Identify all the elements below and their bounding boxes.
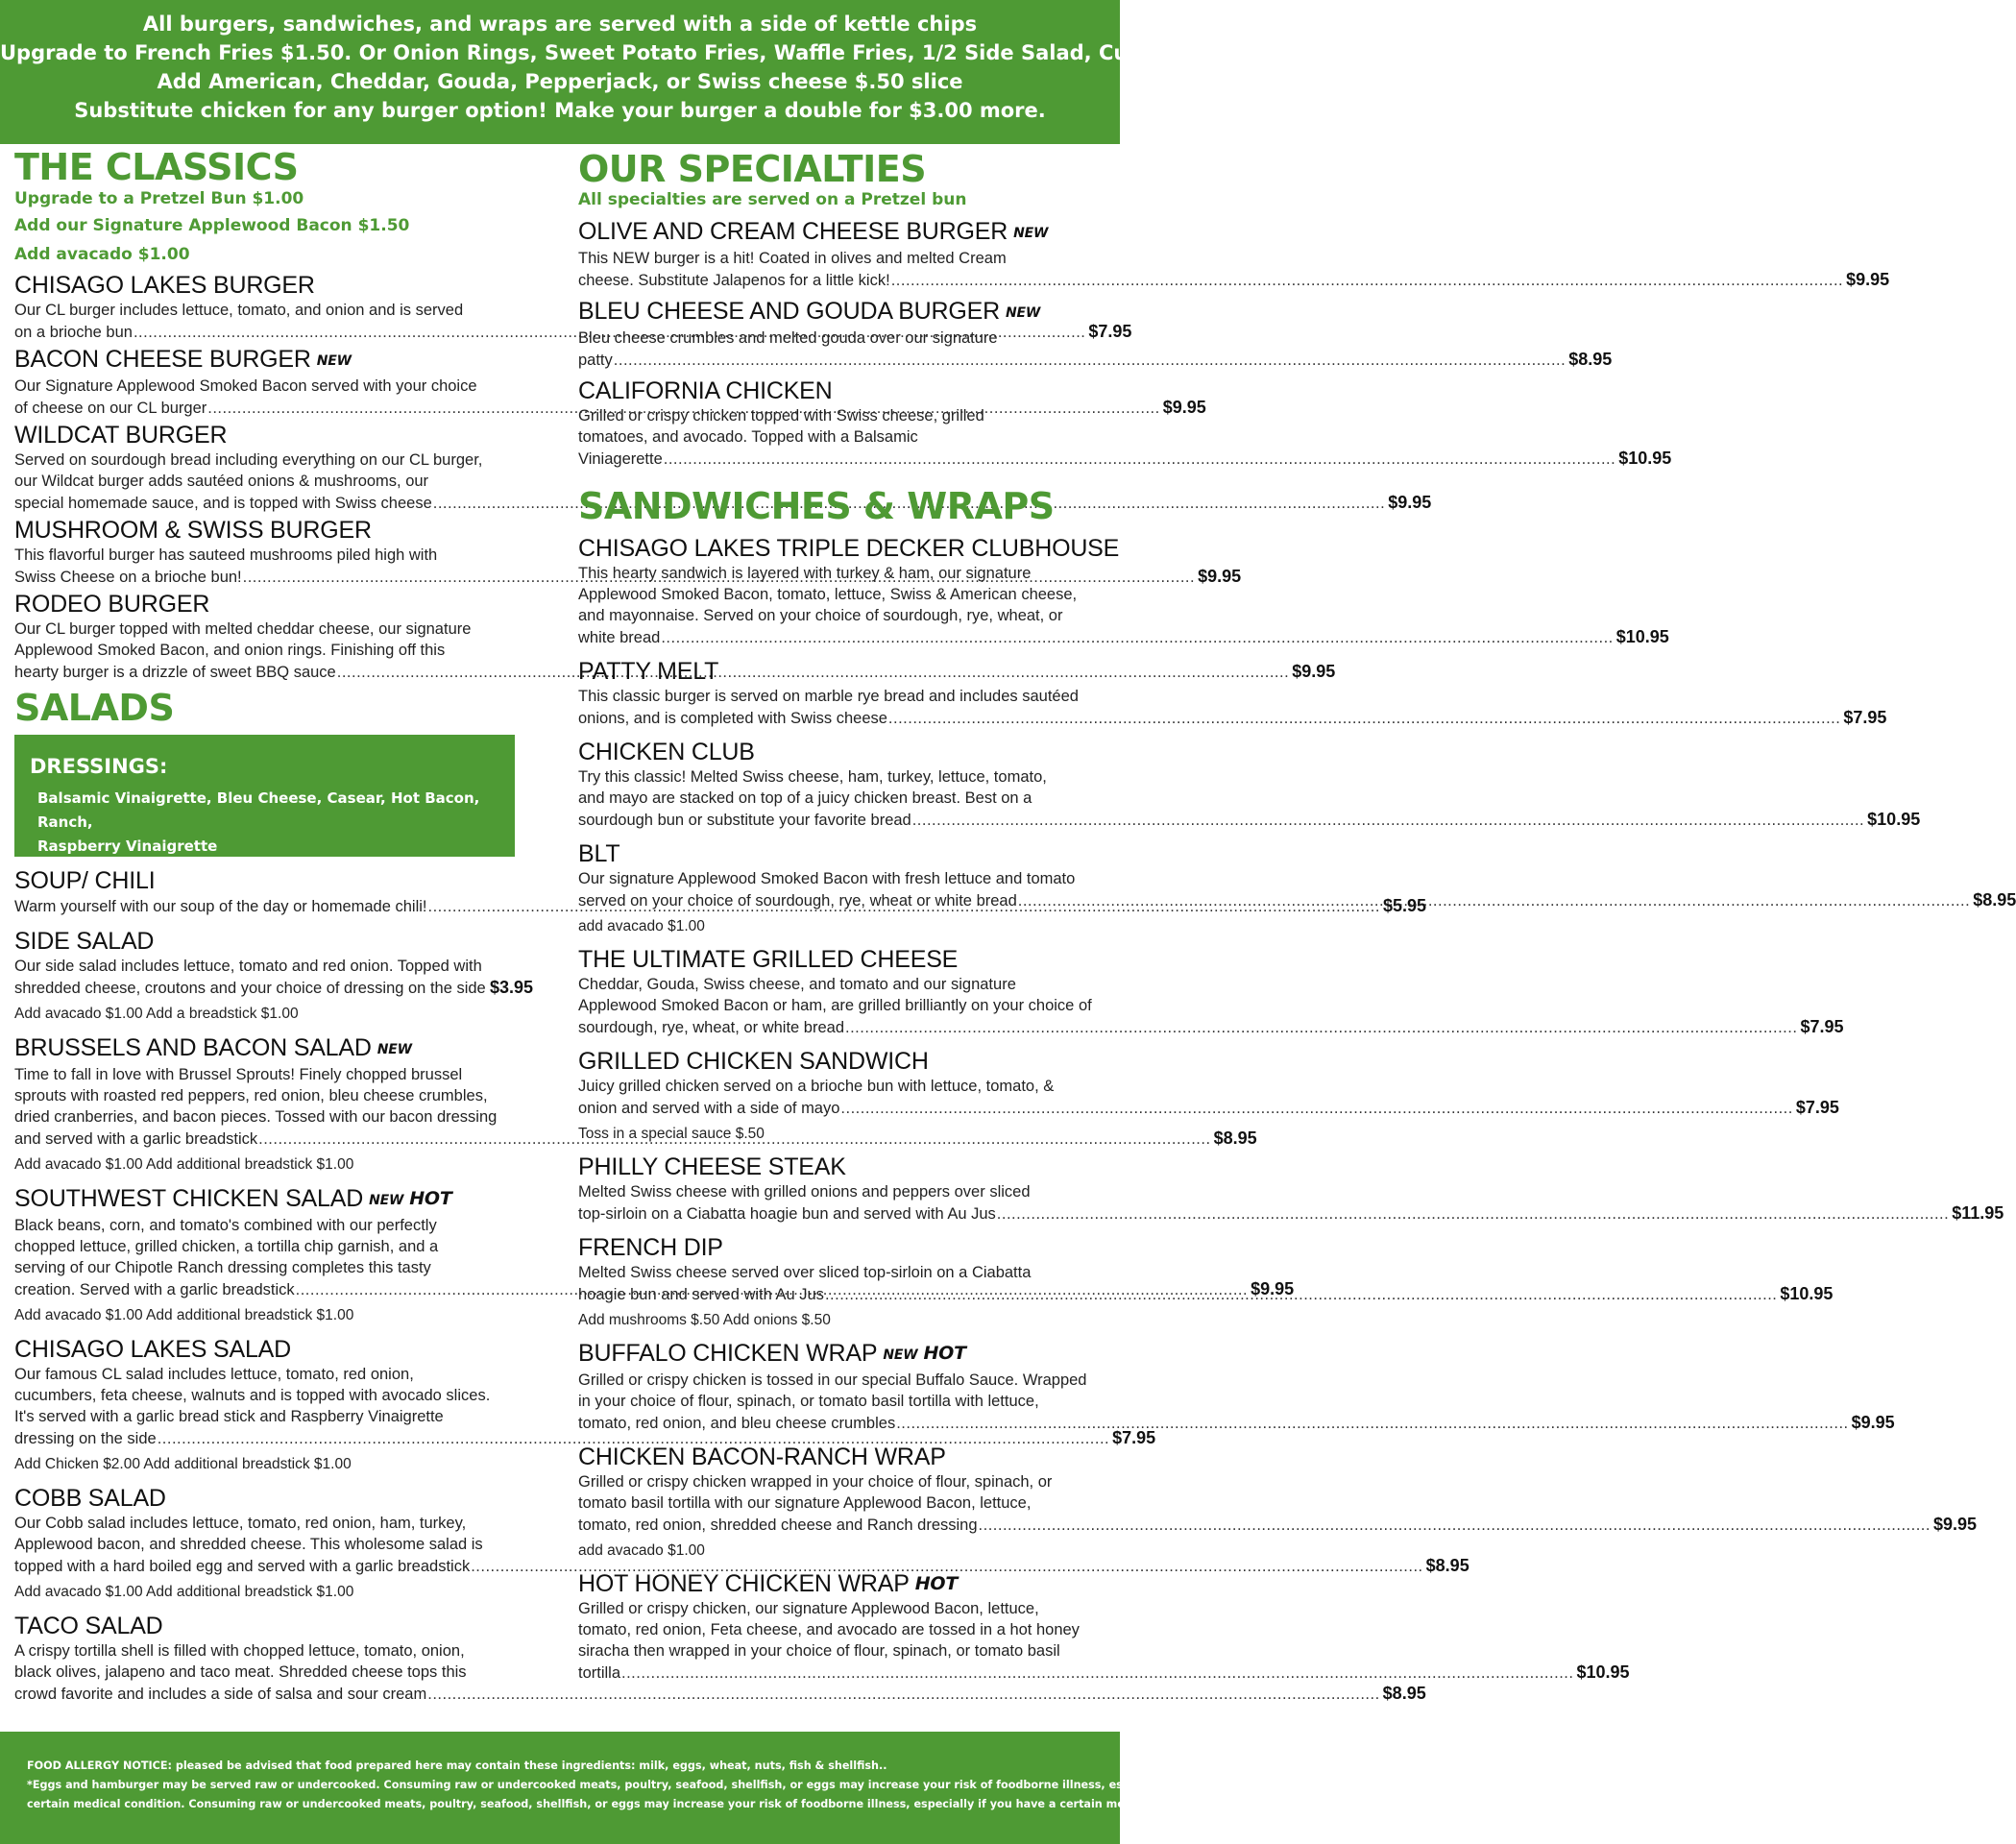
item-price: $8.95: [1973, 890, 2016, 910]
item-price: $11.95: [1952, 1203, 2004, 1223]
description-line: Applewood Smoked Bacon, and onion rings. Finishing off this: [14, 642, 446, 659]
description-line: Grilled or crispy chicken topped with Swiss cheese, grilled: [578, 407, 984, 425]
item-addon: Add avacado $1.00 Add additional breadstick $1.00: [14, 1584, 354, 1600]
dressings-line: Raspberry Vinaigrette: [37, 837, 218, 855]
hot-badge: HOT: [409, 1188, 452, 1209]
item-name-text: FRENCH DIP: [578, 1234, 723, 1261]
description-line: our Wildcat burger adds sautéed onions & mushrooms, our: [14, 473, 429, 490]
item-name-text: TACO SALAD: [14, 1613, 163, 1639]
hot-badge: HOT: [923, 1343, 966, 1364]
description-line: Our CL burger topped with melted cheddar cheese, our signature: [14, 620, 472, 638]
item-name: [578, 945, 1105, 974]
description-line: It's served with a garlic bread stick and Raspberry Vinaigrette: [14, 1408, 444, 1425]
item-description: [578, 1598, 1630, 1684]
item-name-text: OLIVE AND CREAM CHEESE BURGER: [578, 218, 1008, 245]
item-name-text: CHISAGO LAKES BURGER: [14, 272, 315, 299]
description-line: siracha then wrapped in your choice of flour, spinach, or tomato basil: [578, 1642, 1060, 1660]
description-line: Applewood bacon, and shredded cheese. This wholesome salad is: [14, 1536, 483, 1553]
menu-item: [14, 927, 533, 1024]
item-name: [578, 657, 1105, 686]
menu-item: [578, 217, 1890, 291]
item-price: $9.95: [1198, 567, 1242, 586]
dot-leader: [896, 1413, 1848, 1434]
item-name: [578, 297, 1105, 328]
description-line: Viniagerette: [578, 450, 663, 468]
item-price: $9.95: [1846, 270, 1890, 289]
description-line: onions, and is completed with Swiss cheese: [578, 710, 887, 727]
item-price: $5.95: [1382, 896, 1426, 915]
description-line: Grilled or crispy chicken, our signature Applewood Bacon, lettuce,: [578, 1600, 1039, 1617]
description-last-line: [578, 626, 1669, 648]
description-last-line: [578, 1097, 1839, 1119]
description-last-line: [578, 1412, 1895, 1434]
section-title-salads: SALADS: [14, 687, 175, 729]
description-last-line: [14, 1555, 1469, 1577]
description-last-line: [578, 448, 1672, 470]
dressings-heading: DRESSINGS:: [30, 755, 168, 778]
description-line: Bleu cheese crumbles and melted gouda over our signature: [578, 329, 998, 347]
menu-item: [578, 738, 1921, 831]
classics-note: Upgrade to a Pretzel Bun $1.00: [14, 189, 304, 208]
dot-leader: [888, 708, 1840, 729]
description-line: patty: [578, 352, 613, 369]
notice-line: Substitute chicken for any burger option! Make your burger a double for $3.00 more.: [74, 99, 1046, 122]
allergy-notice-footer: [0, 1732, 1251, 1844]
item-addon: Add avacado $1.00 Add additional breadstick $1.00: [14, 1307, 354, 1323]
description-line: This classic burger is served on marble rye bread and includes sautéed: [578, 688, 1079, 705]
description-line: tortilla: [578, 1664, 621, 1682]
description-line: Our Signature Applewood Smoked Bacon served with your choice: [14, 377, 477, 395]
description-line: Juicy grilled chicken served on a brioche bun with lettuce, tomato, &: [578, 1078, 1055, 1095]
description-line: onion and served with a side of mayo: [578, 1100, 840, 1117]
description-line: on a brioche bun: [14, 324, 133, 341]
description-line: cucumbers, feta cheese, walnuts and is topped with avocado slices.: [14, 1387, 491, 1404]
item-name-text: BUFFALO CHICKEN WRAP: [578, 1340, 878, 1367]
item-name-text: BRUSSELS AND BACON SALAD: [14, 1034, 372, 1061]
description-line: top-sirloin on a Ciabatta hoagie bun and served with Au Jus: [578, 1205, 996, 1223]
item-price: $9.95: [1851, 1413, 1895, 1432]
item-addon: Add avacado $1.00 Add a breadstick $1.00: [14, 1006, 299, 1022]
item-addon: Add Chicken $2.00 Add additional breadstick $1.00: [14, 1456, 352, 1472]
item-name-text: SIDE SALAD: [14, 928, 155, 955]
dot-leader: [912, 810, 1864, 831]
dot-leader: [427, 1684, 1379, 1705]
item-name: [14, 345, 533, 376]
item-name-text: CHICKEN CLUB: [578, 739, 755, 765]
description-line: and served with a garlic breadstick: [14, 1130, 258, 1148]
dot-leader: [997, 1203, 1949, 1225]
dot-leader: [845, 1017, 1797, 1038]
item-name-text: SOUTHWEST CHICKEN SALAD: [14, 1185, 364, 1212]
menu-item: [578, 1339, 1895, 1434]
description-line: Try this classic! Melted Swiss cheese, ham, turkey, lettuce, tomato,: [578, 768, 1047, 786]
item-description: [578, 1181, 2004, 1225]
menu-item: [578, 1152, 2004, 1225]
description-line: This hearty sandwich is layered with turkey & ham, our signature: [578, 565, 1032, 582]
dot-leader: [621, 1662, 1573, 1684]
description-line: Grilled or crispy chicken wrapped in your choice of flour, spinach, or: [578, 1473, 1053, 1491]
description-line: Melted Swiss cheese served over sliced top-sirloin on a Ciabatta: [578, 1264, 1032, 1281]
description-line: and mayonnaise. Served on your choice of sourdough, rye, wheat, or: [578, 607, 1063, 624]
item-name: [14, 516, 533, 545]
item-name: [578, 1047, 1105, 1076]
item-price: $10.95: [1780, 1284, 1834, 1303]
item-addon: Add avacado $1.00 Add additional breadstick $1.00: [14, 1156, 354, 1173]
dot-leader: [979, 1515, 1931, 1536]
item-name: [578, 217, 1105, 248]
new-badge: NEW: [369, 1193, 404, 1208]
description-line: tomatoes, and avocado. Topped with a Balsamic: [578, 428, 918, 446]
item-price: $10.95: [1615, 627, 1669, 646]
item-price: $8.95: [1213, 1128, 1257, 1148]
description-line: tomato, red onion, shredded cheese and Ranch dressing: [578, 1516, 978, 1534]
item-name-text: SOUP/ CHILI: [14, 867, 156, 894]
section-title-sandwiches: SANDWICHES & WRAPS: [578, 485, 1055, 527]
description-last-line: [14, 977, 533, 999]
new-badge: NEW: [376, 1042, 412, 1057]
description-last-line: [578, 1662, 1630, 1684]
notice-line: Add American, Cheddar, Gouda, Pepperjack, or Swiss cheese $.50 slice: [157, 70, 963, 93]
item-addon: add avacado $1.00: [578, 1542, 705, 1559]
item-name-text: BLEU CHEESE AND GOUDA BURGER: [578, 298, 1000, 325]
item-name-text: PATTY MELT: [578, 658, 719, 685]
description-last-line: [14, 1683, 1426, 1705]
item-description: [578, 1076, 1839, 1119]
dressings-box: [14, 735, 515, 857]
description-line: Time to fall in love with Brussel Sprouts! Finely chopped brussel: [14, 1066, 463, 1083]
item-addon: Add mushrooms $.50 Add onions $.50: [578, 1312, 831, 1328]
item-name: [578, 1233, 1105, 1262]
item-description: [578, 1471, 1978, 1536]
hot-badge: HOT: [914, 1573, 959, 1594]
item-price: $8.95: [1568, 350, 1613, 369]
item-price: $9.95: [1292, 662, 1336, 681]
item-name-text: HOT HONEY CHICKEN WRAP: [578, 1570, 910, 1597]
description-line: serving of our Chipotle Ranch dressing completes this tasty: [14, 1259, 431, 1276]
item-addon: Toss in a special sauce $.50: [578, 1126, 765, 1142]
section-title-specialties: OUR SPECIALTIES: [578, 148, 927, 190]
description-line: Cheddar, Gouda, Swiss cheese, and tomato and our signature: [578, 976, 1016, 993]
top-notice-banner: [0, 0, 1315, 144]
dot-leader: [825, 1284, 1777, 1305]
description-last-line: [578, 1514, 1978, 1536]
item-name-text: BLT: [578, 840, 620, 867]
footer-line: FOOD ALLERGY NOTICE: pleased be advised that food prepared here may contain these ingredients: milk, eggs, wheat, nuts, fish & shellfish..: [27, 1759, 887, 1772]
item-name: [14, 1484, 533, 1513]
item-name: [578, 376, 1105, 405]
item-name: [578, 839, 1105, 868]
item-name-text: COBB SALAD: [14, 1485, 166, 1512]
item-price: $10.95: [1867, 810, 1921, 829]
new-badge: NEW: [883, 1347, 918, 1363]
description-last-line: [578, 1016, 1844, 1038]
dot-leader: [1018, 890, 1970, 911]
item-name: [14, 1335, 533, 1364]
description-line: white bread: [578, 629, 661, 646]
description-line: Our side salad includes lettuce, tomato and red onion. Topped with: [14, 958, 482, 975]
item-name-text: RODEO BURGER: [14, 591, 210, 618]
dot-leader: [661, 627, 1613, 648]
item-name-text: WILDCAT BURGER: [14, 422, 228, 449]
notice-line: Upgrade to French Fries $1.50. Or Onion Rings, Sweet Potato Fries, Waffle Fries, 1/2 Side Salad, Cup of Soup $2.00.: [0, 41, 1315, 64]
description-line: dressing on the side: [14, 1430, 157, 1447]
description-line: Served on sourdough bread including everything on our CL burger,: [14, 451, 483, 469]
item-name: [14, 1184, 533, 1215]
item-price: $8.95: [1425, 1556, 1469, 1575]
description-line: of cheese on our CL burger: [14, 400, 207, 417]
new-badge: NEW: [1005, 305, 1041, 321]
description-line: Our signature Applewood Smoked Bacon with fresh lettuce and tomato: [578, 870, 1076, 887]
description-line: chopped lettuce, grilled chicken, a tortilla chip garnish, and a: [14, 1238, 439, 1255]
item-name: [578, 1152, 1105, 1181]
description-line: This NEW burger is a hit! Coated in olives and melted Cream: [578, 250, 1007, 267]
menu-item: [578, 1443, 1978, 1561]
description-line: Applewood Smoked Bacon, tomato, lettuce, Swiss & American cheese,: [578, 586, 1078, 603]
item-description: [14, 956, 533, 999]
description-line: Our CL burger includes lettuce, tomato, and onion and is served: [14, 302, 464, 319]
description-line: sourdough, rye, wheat, or white bread: [578, 1019, 844, 1036]
footer-line: certain medical condition. Consuming raw or undercooked meats, poultry, seafood, shellfish, or eggs may increase your risk of foodborne illness, especially if you have a certain medical condition.: [27, 1798, 1218, 1810]
description-last-line: [578, 707, 1887, 729]
description-line: Grilled or crispy chicken is tossed in our special Buffalo Sauce. Wrapped: [578, 1371, 1087, 1389]
item-price: $9.95: [1251, 1279, 1295, 1298]
specialties-note: All specialties are served on a Pretzel bun: [578, 190, 967, 209]
description-line: Our Cobb salad includes lettuce, tomato, red onion, ham, turkey,: [14, 1515, 467, 1532]
item-description: [578, 974, 1844, 1038]
item-name-text: THE ULTIMATE GRILLED CHEESE: [578, 946, 959, 973]
item-name: [578, 1569, 1105, 1598]
notice-line: All burgers, sandwiches, and wraps are served with a side of kettle chips: [142, 12, 978, 36]
item-name: [14, 271, 533, 300]
new-badge: NEW: [316, 353, 352, 369]
dot-leader: [664, 449, 1615, 470]
item-price: $9.95: [1388, 493, 1432, 512]
description-line: Swiss Cheese on a brioche bun!: [14, 569, 242, 586]
description-line: This flavorful burger has sauteed mushrooms piled high with: [14, 546, 438, 564]
description-line: tomato, red onion, Feta cheese, and avocado are tossed in a hot honey: [578, 1621, 1080, 1638]
description-line: shredded cheese, croutons and your choice of dressing on the side: [14, 980, 486, 997]
menu-item: [578, 1569, 1630, 1684]
description-line: creation. Served with a garlic breadstick: [14, 1281, 295, 1298]
item-name-text: CALIFORNIA CHICKEN: [578, 377, 833, 404]
item-price: $10.95: [1618, 449, 1672, 468]
description-line: crowd favorite and includes a side of salsa and sour cream: [14, 1686, 427, 1703]
item-name: [14, 1033, 533, 1064]
description-line: and mayo are stacked on top of a juicy chicken breast. Best on a: [578, 789, 1032, 807]
item-name-text: BACON CHEESE BURGER: [14, 346, 311, 373]
item-name-text: GRILLED CHICKEN SANDWICH: [578, 1048, 929, 1075]
item-name-text: CHISAGO LAKES TRIPLE DECKER CLUBHOUSE: [578, 535, 1120, 562]
item-description: [578, 1370, 1895, 1434]
description-line: hoagie bun and served with Au Jus: [578, 1286, 824, 1303]
item-name: [14, 421, 533, 449]
description-line: Warm yourself with our soup of the day or homemade chili!: [14, 898, 427, 915]
description-line: dried cranberries, and bacon pieces. Tossed with our bacon dressing: [14, 1108, 498, 1126]
item-price: $8.95: [1382, 1684, 1426, 1703]
item-name-text: MUSHROOM & SWISS BURGER: [14, 517, 372, 544]
footer-line: *Eggs and hamburger may be served raw or undercooked. Consuming raw or undercooked meats, poultry, seafood, shellfish, or eggs may increase your risk of foodborne illness, especially if you have a: [27, 1779, 1251, 1791]
item-name: [14, 1612, 533, 1640]
item-price: $9.95: [1932, 1515, 1978, 1534]
item-name-text: PHILLY CHEESE STEAK: [578, 1153, 846, 1180]
dressings-line: Balsamic Vinaigrette, Bleu Cheese, Casear, Hot Bacon, Ranch,: [37, 789, 480, 831]
description-line: served on your choice of sourdough, rye, wheat or white bread: [578, 892, 1017, 910]
description-line: black olives, jalapeno and taco meat. Shredded cheese tops this: [14, 1663, 467, 1681]
item-name: [14, 866, 533, 895]
description-line: tomato, red onion, and bleu cheese crumbles: [578, 1415, 896, 1432]
item-price: $7.95: [1843, 708, 1887, 727]
item-name: [578, 738, 1105, 766]
description-line: tomato basil tortilla with our signature Applewood Bacon, lettuce,: [578, 1494, 1032, 1512]
item-name-text: CHICKEN BACON-RANCH WRAP: [578, 1444, 946, 1470]
item-price: $3.95: [489, 978, 533, 997]
description-last-line: [578, 809, 1921, 831]
item-name: [14, 927, 533, 956]
item-price: $10.95: [1576, 1662, 1630, 1682]
dot-leader: [840, 1098, 1792, 1119]
dressings-list: [30, 787, 499, 859]
description-line: Our famous CL salad includes lettuce, tomato, red onion,: [14, 1366, 414, 1383]
description-line: in your choice of flour, spinach, or tomato basil tortilla with lettuce,: [578, 1393, 1039, 1410]
item-name: [14, 590, 533, 619]
classics-note: Add our Signature Applewood Bacon $1.50: [14, 216, 410, 235]
dot-leader: [614, 350, 1566, 371]
item-description: [578, 686, 1887, 729]
classics-note: Add avacado $1.00: [14, 245, 190, 264]
description-line: Black beans, corn, and tomato's combined with our perfectly: [14, 1217, 437, 1234]
section-title-classics: THE CLASSICS: [14, 146, 299, 188]
item-price: $7.95: [1795, 1098, 1839, 1117]
description-line: sprouts with roasted red peppers, red onion, bleu cheese crumbles,: [14, 1087, 488, 1104]
description-last-line: [578, 349, 1613, 371]
item-price: $7.95: [1112, 1428, 1156, 1447]
dot-leader: [891, 270, 1843, 291]
item-price: $7.95: [1088, 322, 1132, 341]
description-line: Applewood Smoked Bacon or ham, are grilled brilliantly on your choice of: [578, 997, 1092, 1014]
item-description: [578, 248, 1890, 291]
description-last-line: [578, 1202, 2004, 1225]
description-last-line: [578, 269, 1890, 291]
item-price: $7.95: [1800, 1017, 1844, 1036]
item-name: [578, 1443, 1105, 1471]
description-line: cheese. Substitute Jalapenos for a little kick!: [578, 272, 890, 289]
description-line: hearty burger is a drizzle of sweet BBQ sauce: [14, 664, 336, 681]
description-line: sourdough bun or substitute your favorite bread: [578, 812, 911, 829]
description-last-line: [14, 1427, 1156, 1449]
description-line: Melted Swiss cheese with grilled onions and peppers over sliced: [578, 1183, 1031, 1201]
description-line: special homemade sauce, and is topped with Swiss cheese: [14, 495, 432, 512]
description-line: A crispy tortilla shell is filled with chopped lettuce, tomato, onion,: [14, 1642, 465, 1660]
new-badge: NEW: [1013, 226, 1049, 241]
item-description: [578, 766, 1921, 831]
item-name-text: CHISAGO LAKES SALAD: [14, 1336, 291, 1363]
item-name: [578, 534, 1120, 563]
item-addon: add avacado $1.00: [578, 918, 705, 934]
item-name: [578, 1339, 1105, 1370]
menu-item: [578, 945, 1844, 1038]
description-line: topped with a hard boiled egg and served with a garlic breadstick: [14, 1558, 471, 1575]
item-price: $9.95: [1162, 398, 1206, 417]
